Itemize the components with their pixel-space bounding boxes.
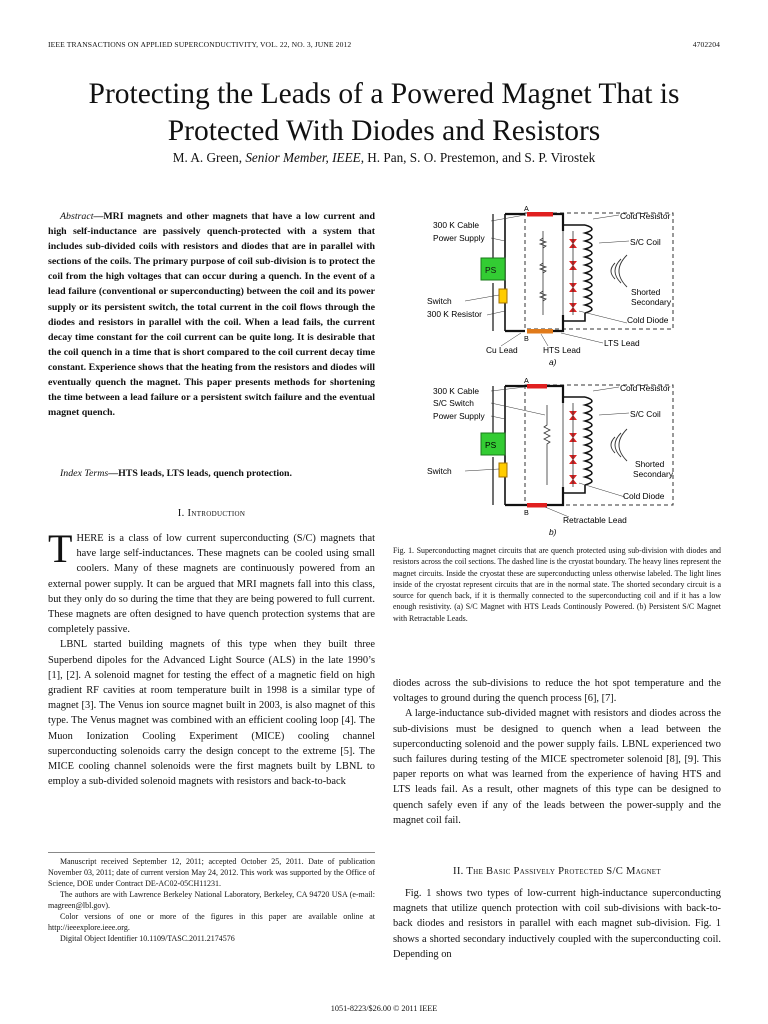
section-heading-introduction: I. Introduction — [177, 508, 246, 519]
intro-paragraph-2: LBNL started building magnets of this type when they built three Superbend dipoles for the Advanced Light Source (ALS) in the late 1990’s [1], [2]. A solenoid magnet for testing the effect of a magnetic field on high gradient RF cavities at room temperature built in 1998 is a similar type of magnet [3]. The Venus ion source magnet built in 2003, is also magnet of this type. The Venus magnet was combined with an efficient cooling loop [4]. The Muon Ionization Cooling Experiment (MICE) cooling channel superconducting solenoids carry the design concept to the extreme [5]. The MICE cooling channel solenoids were the first magnets built by LBNL to employ a sub-divided solenoid magnets with resistors and back-to-back — [48, 639, 375, 788]
lead-bottom-b — [505, 487, 563, 505]
sc-coil-b — [585, 397, 592, 485]
footnote-doi: Digital Object Identifier 10.1109/TASC.2011.2174576 — [60, 934, 235, 943]
figure-1b — [427, 376, 674, 537]
footnote-rule — [48, 852, 375, 853]
node-a-a: A — [524, 204, 529, 213]
intro-paragraph-1 — [48, 526, 375, 637]
switch-box-a — [499, 289, 507, 303]
author-line — [40, 150, 728, 166]
index-terms-text: —HTS leads, LTS leads, quench protection. — [108, 468, 293, 479]
section-heading-basic-protected-magnet: II. The Basic Passively Protected S/C Magnet — [453, 866, 661, 877]
label-switch-b: Switch — [427, 466, 452, 476]
hts-lead-bottom-a — [527, 329, 553, 334]
coil-resistors-a — [540, 231, 546, 315]
footnote-manuscript: Manuscript received September 12, 2011; accepted October 25, 2011. Date of publication November 03, 2011; date of current version May 24, 2012. This work was supported by the Office of Science, DOE under Contract DE-AC02-05CH11231. — [48, 857, 375, 888]
label-sc-coil-a: S/C Coil — [630, 237, 661, 247]
label-cu-lead-a: Cu Lead — [486, 345, 518, 355]
node-b-b: B — [524, 508, 529, 517]
label-ps-b: PS — [485, 440, 497, 450]
label-retractable-lead-b: Retractable Lead — [563, 515, 627, 525]
figure-1a-tag: a) — [549, 357, 557, 367]
label-hts-lead-a: HTS Lead — [543, 345, 581, 355]
label-cold-diode-a: Cold Diode — [627, 315, 669, 325]
diode-rail-a — [563, 231, 573, 315]
cryostat-boundary-a — [525, 213, 673, 329]
introduction-body — [48, 526, 375, 789]
intro-paragraph-1-text: HERE is a class of low current superconducting (S/C) magnets that have large self-inductances. These magnets can be cooled using small coolers. Many of these magnets are continuously powered from an external power supply. It can be argued that MRI magnets fall into this class, but they only do so during the time that they are being powered to full current. These magnets are often designed to have quench protection systems that are completely passive. — [48, 533, 375, 636]
figure-1a — [427, 204, 673, 367]
index-terms-label: Index Terms — [60, 468, 109, 479]
figure-1 — [393, 203, 723, 539]
label-300k-cable-b: 300 K Cable — [433, 386, 480, 396]
label-300k-cable-a: 300 K Cable — [433, 220, 480, 230]
label-shorted-a: Shorted — [631, 287, 661, 297]
label-ps-a: PS — [485, 265, 497, 275]
switch-box-b — [499, 463, 507, 477]
drop-cap: T — [48, 526, 73, 571]
author-first: M. A. Green, — [172, 150, 246, 165]
section-2-body — [393, 886, 721, 962]
label-secondary-a: Secondary — [631, 297, 672, 307]
label-power-supply-b: Power Supply — [433, 411, 485, 421]
label-shorted-b: Shorted — [635, 459, 665, 469]
label-sc-switch-b: S/C Switch — [433, 398, 474, 408]
figure-1b-tag: b) — [549, 527, 557, 537]
right-paragraph-1: diodes across the sub-divisions to reduce the hot spot temperature and the voltages to ground during the quench process [6], [7]. — [393, 678, 721, 705]
label-secondary-b: Secondary — [633, 469, 674, 479]
label-cold-resistor-a: Cold Resistor — [620, 211, 671, 221]
right-column-body — [393, 676, 721, 828]
abstract — [48, 209, 375, 420]
shorted-secondary-a — [611, 255, 627, 287]
label-power-supply-a: Power Supply — [433, 233, 485, 243]
node-a-b: A — [524, 376, 529, 385]
lead-top-a — [505, 214, 563, 231]
page-number: 4702204 — [692, 40, 720, 49]
node-b-a: B — [524, 334, 529, 343]
paper-title: Protecting the Leads of a Powered Magnet That is Protected With Diodes and Resistors — [88, 78, 680, 147]
retractable-lead-bottom-b — [527, 503, 547, 508]
abstract-label: Abstract — [60, 211, 94, 222]
author-role: Senior Member, IEEE — [245, 150, 361, 165]
label-cold-resistor-b: Cold Resistor — [620, 383, 671, 393]
label-sc-coil-b: S/C Coil — [630, 409, 661, 419]
label-switch-a: Switch — [427, 296, 452, 306]
running-head — [48, 40, 720, 52]
sc-coil-a — [585, 225, 592, 313]
author-rest: , H. Pan, S. O. Prestemon, and S. P. Virostek — [360, 150, 596, 165]
label-cold-diode-b: Cold Diode — [623, 491, 665, 501]
sc-switch-b — [544, 405, 550, 485]
hts-lead-top-a — [527, 212, 553, 217]
footnotes — [48, 856, 375, 944]
journal-name: IEEE TRANSACTIONS ON APPLIED SUPERCONDUCTIVITY, VOL. 22, NO. 3, JUNE 2012 — [48, 40, 352, 49]
footnote-affiliation: The authors are with Lawrence Berkeley National Laboratory, Berkeley, CA 94720 USA (e-mail: magreen@lbl.gov). — [48, 890, 375, 910]
retractable-lead-top-b — [527, 384, 547, 389]
figure-1-caption: Fig. 1. Superconducting magnet circuits that are quench protected using sub-division with diodes and resistors across the coil sections. The dashed line is the cryostat boundary. The heavy lines represent the magnet circuits. Inside the cryostat these are superconducting unless otherwise labeled. The light lines inside of the cryostat represent circuits that are in the normal state. The shorted secondary circuit is a source for quench back, if it is thermally connected to the superconducting coil and if it has a low enough resistivity. (a) S/C Magnet with HTS Leads Continously Powered. (b) Persistent S/C Magnet with Retractable Leads. — [393, 546, 721, 623]
index-terms — [48, 466, 375, 481]
copyright-footer: 1051-8223/$26.00 © 2011 IEEE — [330, 1004, 438, 1013]
shorted-secondary-b — [611, 429, 627, 461]
label-300k-resistor-a: 300 K Resistor — [427, 309, 482, 319]
label-lts-lead-a: LTS Lead — [604, 338, 640, 348]
section-2-paragraph-1: Fig. 1 shows two types of low-current high-inductance superconducting magnets that utilize quench protection with coil sub-divisions with back-to-back diodes and resistors in parallel with each magnet sub-division. Fig. 1 shows a shorted secondary inductively coupled with the superconducting coil. Depending on — [393, 888, 721, 960]
footnote-color: Color versions of one or more of the figures in this paper are available online at http://ieeexplore.ieee.org. — [48, 912, 375, 932]
abstract-text: —MRI magnets and other magnets that have a low current and high self-inductance are passively quench-protected with a system that includes sub-divided coils with resistors and diodes that are in parallel with sections of the coils. The primary purpose of coil sub-division is to protect the coil from the high voltages that can occur during a quench. In the event of a lead failure (conventional or superconducting) between the coil and its power supply or its persistent switch, the total current in the coil flows through the diodes and resistors in parallel with the coil. When a lead fails, the current decay time constant for the coil current can be quite long. It is desirable that the coil quench in a time that is short compared to the coil current decay time constant. Experience shows that the heating from the resistors and diodes will eventually quench the magnet. This paper presents methods for shortening the time between a lead failure or a persistent switch failure and the eventual magnet quench. — [48, 211, 375, 419]
right-paragraph-2: A large-inductance sub-divided magnet with resistors and diodes across the sub-divisions must be designed to quench when a lead between the superconducting solenoid and the power supply fails. LBNL experienced two such failures during testing of the MICE spectrometer solenoid [8], [9]. This paper reports on what was learned from the experience of having HTS and LTS leads fail. As a result, other magnets of this type can be designed to quench safely even if any of the leads between the power-supply and the magnet coil fail. — [393, 708, 721, 826]
